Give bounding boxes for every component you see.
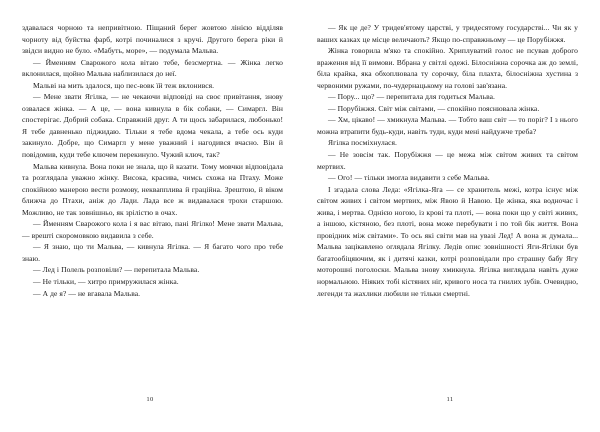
paragraph: здавалася чорною та непривітною. Піщаний берег жовтою лінією відділяв чорноту від буйства фарб, котрі починалися з кручі. Другого берега ріки й звідси видно не було. «Мабуть, море», — подумала Мальва. — [22, 23, 283, 56]
paragraph: Мальва кивнула. Вона поки не знала, що й казати. Тому мовчки відповідала та розглядала уважно жінку. Висока, красива, чимсь схожа на Птаху. Може спокійною манерою вести розмову, неквапплива й граційна. Зрештою, й віком ближча до Птахи, аніж до Лади. Лада все ж видавалася трохи старшою. Можливо, не так зовнішньо, як зрілістю в очах. — [22, 161, 283, 217]
paragraph: І згадала слова Леда: «Ягілка-Яга — се хранитель межі, котра існує між світом живих і світом мертвих, між Явою й Навою. Це жінка, яка водночас і жива, і мертва. Однією ногою, із крові та плоті, — вона поки що у світі живих, а іншою, кістяною, без плоті, вона може перебувати і по той бік життя. Вона провідник між світами». То ось які світи мав на увазі Лед! А вона ж думала... Мальва зацікавлено оглядала Ягілку. Ледів опис зовнішності Яги-Ягілки був багатообіцяючим, як і дитячі казки, котрі розповідали про страшну бабу Ягу моторошні поголоски. Мальва знову хмикнула. Ягілка виглядала навіть дуже нормальною. Ніяких тобі кістяних ніг, кривого носа та гнилих зубів. Очевидно, легенди та жахлики любили не тільки смертні. — [317, 184, 578, 298]
paragraph: — Ого! — тільки змогла видавити з себе Мальва. — [328, 173, 490, 183]
paragraph: — Йменням Сварожого кола і я вас вітаю, пані Ягілко! Мене звати Мальва, — врешті скоромовкою видавила з себе. — [22, 219, 283, 240]
page-number-right: 11 — [446, 396, 454, 403]
paragraph: — Лед і Полель розповіли? — перепитала Мальва. — [33, 265, 200, 275]
paragraph: — Не тільки, — хитро примружилася жінка. — [33, 277, 179, 287]
paragraph: — Пору... що? — перепитала для годиться Мальва. — [328, 92, 495, 102]
paragraph: Мальві на мить здалося, що пес-вовк їй теж вклонився. — [33, 80, 215, 90]
paragraph: Жінка говорила м'яко та спокійно. Хриплуватий голос не псував доброго враження від її вимови. Вбрана у світлі одежі. Білосніжна сорочка аж до землі, біла крайка, яка обхоплювала ту сорочку, біла плахта, білосніжна хустина з червоними ружами, по-чудернацькому на голові зав'язана. — [317, 46, 578, 90]
paragraph: — Не зовсім так. Порубіжжя — це межа між світом живих та світом мертвих. — [317, 150, 578, 171]
page-number-left: 10 — [146, 396, 154, 403]
paragraph: — Хм, цікаво! — хмикнула Мальва. — Тобто ваш світ — то поріг? І з нього можна втрапити будь-куди, навіть туди, куди мені найдужче треба? — [317, 115, 578, 136]
paragraph: — Я знаю, що ти Мальва, — кивнула Ягілка. — Я багато чого про тебе знаю. — [22, 242, 283, 263]
paragraph: — Йменням Сварожого кола вітаю тебе, безсмертна. — Жінка легко вклонилася, щойно Мальва наблизилася до неї. — [22, 57, 283, 79]
paragraph: — Порубіжжя. Світ між світами, — спокійно пояснювала жінка. — [328, 103, 540, 113]
paragraph: — А де я? — не вгавала Мальва. — [33, 288, 141, 298]
paragraph: — Як це де? У тридев'ятому царстві, у тридесятому государстві... Чи як у ваших казках це місце величають? Якщо по-справжньому — це Порубіжжя. — [317, 23, 578, 44]
paragraph: Ягілка посміхнулася. — [328, 138, 397, 148]
left-page-text-block — [22, 22, 283, 299]
right-page-text-block — [317, 22, 578, 299]
paragraph: — Мене звати Ягілка, — не чекаючи відповіді на своє привітання, знову озвалася жінка. — А це, — вона кивнула в бік собаки, — Симаргл. Він спостерігає. Добрий собака. Справжній друг. А ти щось забарилася, любонько! Я тебе давненько піджидаю. Тільки я тебе вдома чекала, а тебе ось куди закинуло. Добре, що Симаргл у мене уважний і нагодився вчасно. Він й повідомив, куди тебе ключем перекинуло. Чужий ключ, так? — [22, 92, 283, 160]
page-right — [300, 0, 600, 432]
